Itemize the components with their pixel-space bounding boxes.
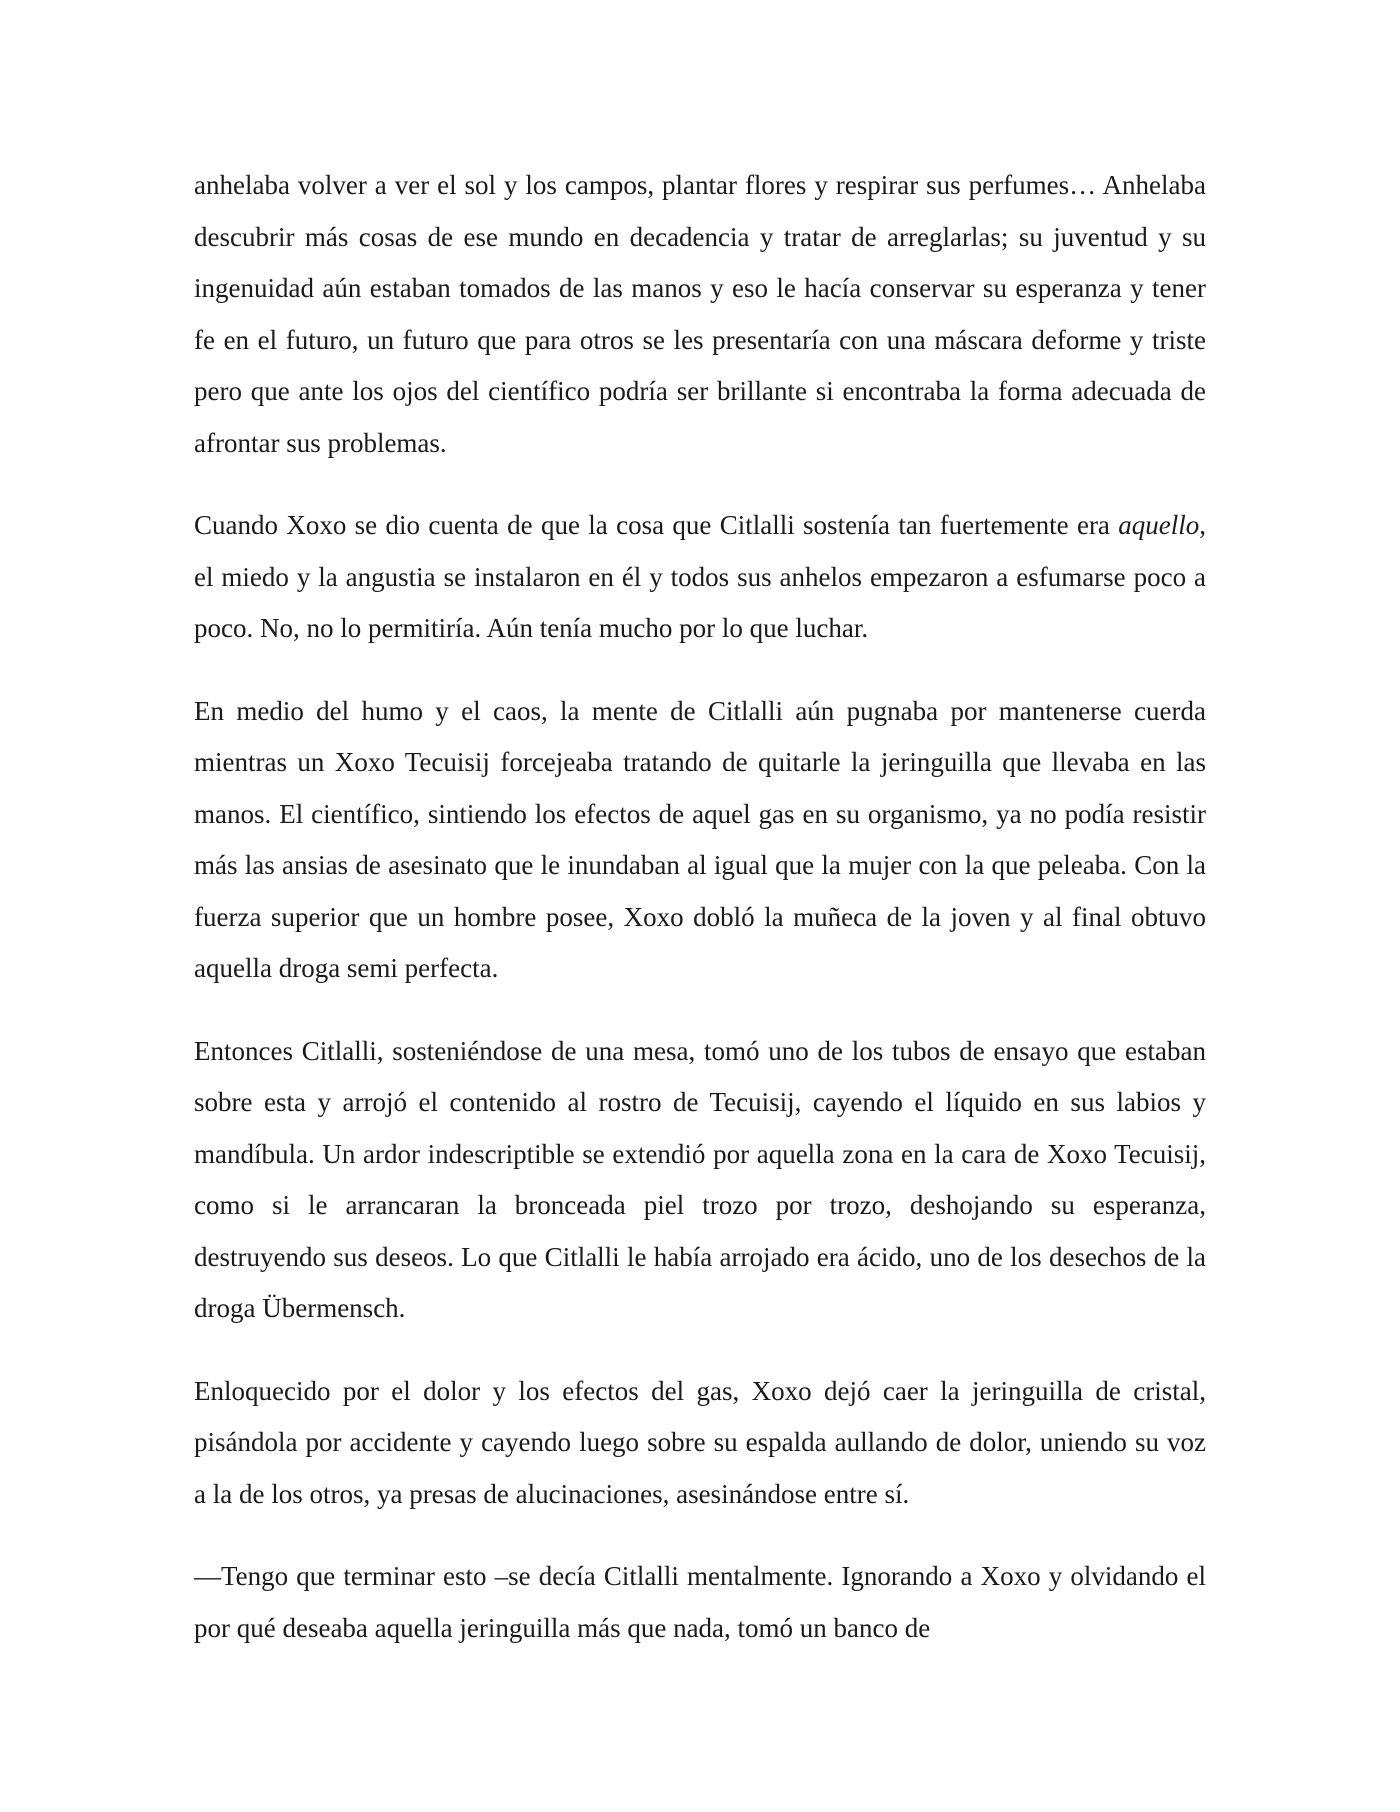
body-text — [194, 160, 1206, 1654]
paragraph-2-emphasis: aquello — [1118, 510, 1200, 540]
paragraph-2-text-after: , el miedo y la angustia se instalaron en él y todos sus anhelos empezaron a esfumarse poco a poco. No, no lo permitiría. Aún tenía mucho por lo que luchar. — [194, 510, 1206, 643]
paragraph-2 — [194, 500, 1206, 655]
paragraph-5: Enloquecido por el dolor y los efectos del gas, Xoxo dejó caer la jeringuilla de cristal, pisándola por accidente y cayendo luego sobre su espalda aullando de dolor, uniendo su voz a la de los otros, ya presas de alucinaciones, asesinándose entre sí. — [194, 1375, 1206, 1509]
paragraph-3: En medio del humo y el caos, la mente de Citlalli aún pugnaba por mantenerse cuerda mientras un Xoxo Tecuisij forcejeaba tratando de quitarle la jeringuilla que llevaba en las manos. El científico, sintiendo los efectos de aquel gas en su organismo, ya no podía resistir más las ansias de asesinato que le inundaban al igual que la mujer con la que peleaba. Con la fuerza superior que un hombre posee, Xoxo dobló la muñeca de la joven y al final obtuvo aquella droga semi perfecta. — [194, 695, 1206, 983]
paragraph-1: anhelaba volver a ver el sol y los campos, plantar flores y respirar sus perfumes… Anhelaba descubrir más cosas de ese mundo en decadencia y tratar de arreglarlas; su juventud y su ingenuidad aún estaban tomados de las manos y eso le hacía conservar su esperanza y tener fe en el futuro, un futuro que para otros se les presentaría con una máscara deforme y triste pero que ante los ojos del científico podría ser brillante si encontraba la forma adecuada de afrontar sus problemas. — [194, 170, 1206, 458]
paragraph-6: —Tengo que terminar esto –se decía Citlalli mentalmente. Ignorando a Xoxo y olvidando el por qué deseaba aquella jeringuilla más que nada, tomó un banco de — [194, 1561, 1206, 1643]
paragraph-4: Entonces Citlalli, sosteniéndose de una mesa, tomó uno de los tubos de ensayo que estaban sobre esta y arrojó el contenido al rostro de Tecuisij, cayendo el líquido en sus labios y mandíbula. Un ardor indescriptible se extendió por aquella zona en la cara de Xoxo Tecuisij, como si le arrancaran la bronceada piel trozo por trozo, deshojando su esperanza, destruyendo sus deseos. Lo que Citlalli le había arrojado era ácido, uno de los desechos de la droga Übermensch. — [194, 1035, 1206, 1323]
paragraph-2-text-before: Cuando Xoxo se dio cuenta de que la cosa que Citlalli sostenía tan fuertemente era — [194, 510, 1119, 540]
